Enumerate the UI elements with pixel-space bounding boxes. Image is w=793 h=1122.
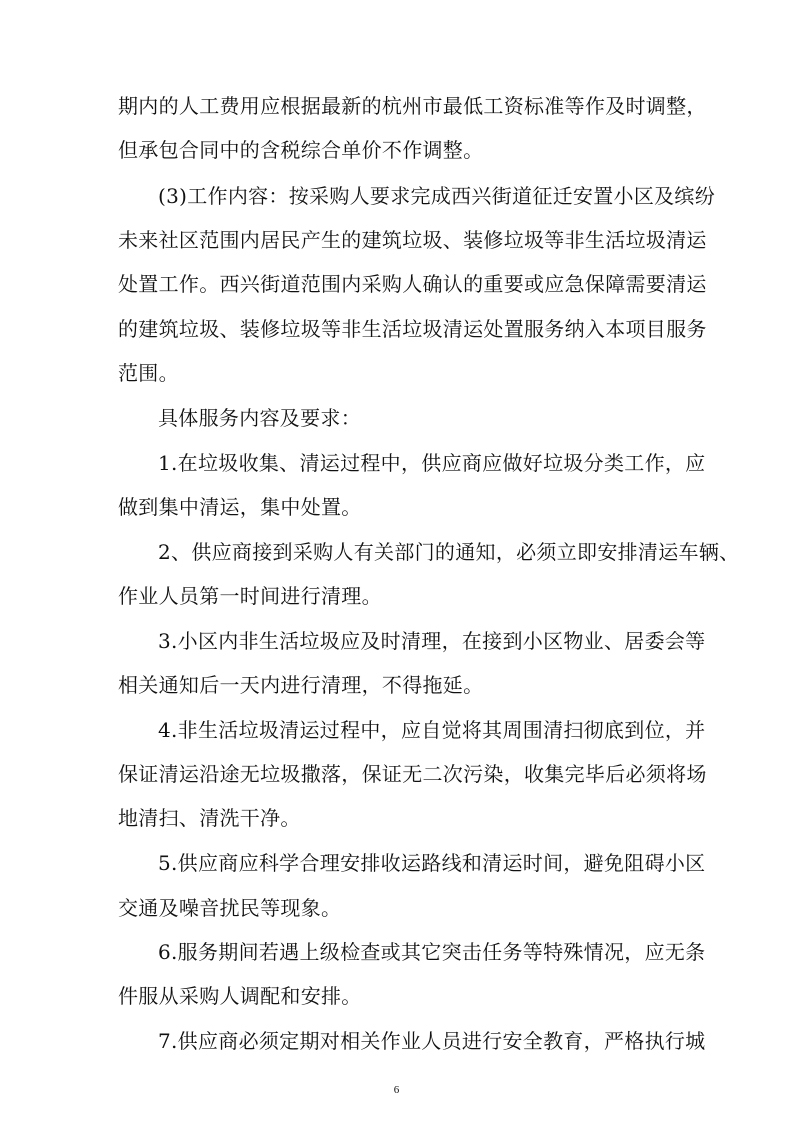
text-line: 范围。 [118,361,179,385]
text-line: (3)工作内容：按采购人要求完成西兴街道征迁安置小区及缤纷 [158,184,716,208]
text-line: 1.在垃圾收集、清运过程中，供应商应做好垃圾分类工作，应 [158,451,706,475]
text-line: 交通及噪音扰民等现象。 [118,896,342,920]
text-line: 3.小区内非生活垃圾应及时清理，在接到小区物业、居委会等 [158,629,706,653]
text-line: 处置工作。西兴街道范围内采购人确认的重要或应急保障需要清运 [118,272,707,296]
text-line: 具体服务内容及要求： [158,406,361,430]
text-line: 7.供应商必须定期对相关作业人员进行安全教育，严格执行城 [158,1029,706,1053]
text-line: 的建筑垃圾、装修垃圾等非生活垃圾清运处置服务纳入本项目服务 [118,317,707,341]
text-line: 做到集中清运，集中处置。 [118,495,362,519]
text-line: 但承包合同中的含税综合单价不作调整。 [118,138,484,162]
text-line: 2、供应商接到采购人有关部门的通知，必须立即安排清运车辆、 [158,540,740,564]
text-line: 4.非生活垃圾清运过程中，应自觉将其周围清扫彻底到位，并 [158,718,706,742]
page-number: 6 [393,1084,400,1096]
text-line: 作业人员第一时间进行清理。 [118,584,382,608]
text-line: 期内的人工费用应根据最新的杭州市最低工资标准等作及时调整， [118,94,707,118]
text-line: 未来社区范围内居民产生的建筑垃圾、装修垃圾等非生活垃圾清运 [118,228,707,252]
text-line: 相关通知后一天内进行清理，不得拖延。 [118,673,484,697]
text-line: 保证清运沿途无垃圾撒落，保证无二次污染，收集完毕后必须将场 [118,762,707,786]
text-line: 6.服务期间若遇上级检查或其它突击任务等特殊情况，应无条 [158,940,706,964]
text-line: 地清扫、清洗干净。 [118,806,301,830]
text-line: 5.供应商应科学合理安排收运路线和清运时间，避免阻碍小区 [158,851,706,875]
text-line: 件服从采购人调配和安排。 [118,984,362,1008]
